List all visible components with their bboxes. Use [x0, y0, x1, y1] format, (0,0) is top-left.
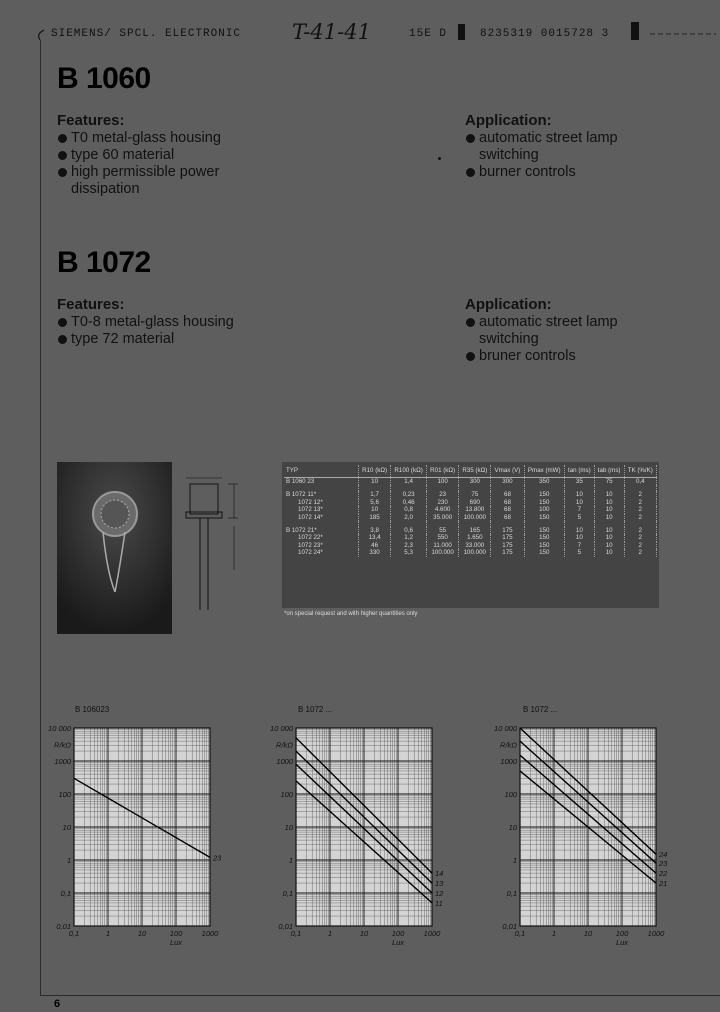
features-list-b1060 [55, 130, 221, 198]
table-row [284, 549, 657, 556]
y-tick-label: 1000 [276, 757, 293, 766]
feature-item: dissipation [71, 181, 140, 197]
header-code-1: 15E D [409, 28, 448, 40]
table-cell: 5 [564, 549, 594, 556]
application-list-b1060 [463, 130, 618, 181]
page-number: 6 [54, 998, 61, 1010]
table-header-cell: tab (ms) [594, 465, 624, 478]
table-row [284, 478, 657, 486]
table-cell: 5,3 [391, 549, 427, 556]
feature-item: type 60 material [55, 147, 221, 164]
table-cell: 150 [524, 499, 564, 506]
table-cell: 68 [491, 491, 524, 498]
spec-table [284, 465, 657, 557]
product-title-b1072: B 1072 [57, 246, 151, 279]
x-axis-label: Lux [615, 938, 629, 947]
table-header-cell: R100 (kΩ) [391, 465, 427, 478]
y-axis-label: R/kΩ [500, 740, 517, 750]
y-tick-label: 0,1 [506, 889, 517, 898]
application-heading-b1072: Application: [465, 296, 552, 313]
x-tick-label: 1 [551, 929, 557, 938]
feature-item: T0 metal-glass housing [55, 130, 221, 147]
table-cell: 1,7 [359, 491, 391, 498]
x-axis-label: Lux [391, 938, 405, 947]
y-tick-label: 1 [66, 856, 71, 865]
x-tick-label: 1 [105, 929, 111, 938]
table-cell: 10 [564, 499, 594, 506]
table-cell: 1072 12* [284, 499, 359, 506]
application-item: switching [479, 147, 539, 163]
x-tick-label: 1 [327, 929, 333, 938]
table-cell: 1,2 [391, 534, 427, 541]
table-cell: 10 [564, 527, 594, 534]
table-cell: 10 [359, 478, 391, 486]
y-tick-label: 10 [62, 823, 71, 832]
series-label: 11 [435, 898, 443, 908]
table-cell: B 1072 21* [284, 527, 359, 534]
x-tick-label: 100 [391, 929, 405, 938]
table-cell: B 1060 23 [284, 478, 359, 486]
table-cell: 150 [524, 542, 564, 549]
y-tick-label: 100 [280, 790, 293, 799]
table-cell: 1072 13* [284, 506, 359, 513]
table-cell: 0,46 [391, 499, 427, 506]
features-heading-b1060: Features: [57, 112, 125, 129]
table-cell: 4.600 [427, 506, 459, 513]
table-cell: 100.000 [459, 549, 491, 556]
table-cell: 10 [564, 534, 594, 541]
chart-b106023 [40, 718, 240, 958]
table-cell: 100 [427, 478, 459, 486]
table-cell: 10 [594, 527, 624, 534]
y-tick-label: 0,1 [60, 889, 71, 898]
table-cell: 185 [359, 514, 391, 521]
features-heading-b1072: Features: [57, 296, 125, 313]
application-item: automatic street lamp [463, 314, 618, 331]
table-cell: 100.000 [427, 549, 459, 556]
table-cell: 690 [459, 499, 491, 506]
x-tick-label: 100 [169, 929, 183, 938]
table-cell: 300 [491, 478, 524, 486]
table-cell: 10 [359, 506, 391, 513]
y-tick-label: 100 [58, 790, 71, 799]
y-tick-label: 0,01 [56, 922, 71, 931]
table-cell: 1072 22* [284, 534, 359, 541]
y-tick-label: 0,1 [282, 889, 293, 898]
table-cell: 7 [564, 506, 594, 513]
header-code-2: 8235319 0015728 3 [480, 28, 610, 40]
table-row [284, 534, 657, 541]
table-cell: 0,23 [391, 491, 427, 498]
table-row [284, 506, 657, 513]
table-cell: 55 [427, 527, 459, 534]
table-cell: 10 [594, 514, 624, 521]
series-label: 22 [659, 869, 668, 879]
y-tick-label: 10 [508, 823, 517, 832]
series-label: 13 [435, 879, 444, 889]
table-header-cell: TYP [284, 465, 359, 478]
chart-title-3: B 1072 ... [523, 705, 558, 714]
table-cell: 2 [624, 549, 656, 556]
table-cell: 150 [524, 549, 564, 556]
table-cell: 2 [624, 514, 656, 521]
y-tick-label: 0,01 [502, 922, 517, 931]
header-handwritten-note: T-41-41 [292, 20, 371, 44]
table-cell: 165 [459, 527, 491, 534]
series-label: 12 [435, 889, 444, 898]
speck [438, 157, 441, 160]
table-header-cell: R10 (kΩ) [359, 465, 391, 478]
application-item: switching [479, 331, 539, 347]
y-tick-label: 10 000 [494, 724, 517, 733]
y-tick-label: 1000 [54, 757, 71, 766]
table-cell: 75 [594, 478, 624, 486]
chart-title-1: B 106023 [75, 705, 110, 714]
y-tick-label: 10 000 [48, 724, 71, 733]
table-header-cell: TK (%/K) [624, 465, 656, 478]
table-row [284, 491, 657, 498]
y-axis-label: R/kΩ [276, 740, 293, 750]
y-tick-label: 0,01 [278, 922, 293, 931]
application-item: burner controls [463, 164, 618, 181]
table-cell: 2 [624, 499, 656, 506]
table-cell: 175 [491, 549, 524, 556]
table-cell: 68 [491, 499, 524, 506]
table-cell: 7 [564, 542, 594, 549]
x-tick-label: 10 [583, 929, 593, 938]
table-cell: 11.000 [427, 542, 459, 549]
header-company: SIEMENS/ SPCL. ELECTRONIC [51, 28, 242, 40]
table-cell: 10 [594, 534, 624, 541]
table-cell: 150 [524, 534, 564, 541]
table-row [284, 514, 657, 521]
table-cell: 5 [564, 514, 594, 521]
header-block-marker-2 [631, 22, 639, 40]
bottom-rule [40, 995, 720, 996]
product-title-b1060: B 1060 [57, 62, 151, 95]
table-header-cell: R01 (kΩ) [427, 465, 459, 478]
table-cell: 68 [491, 514, 524, 521]
table-cell: 13.800 [459, 506, 491, 513]
table-cell: 350 [524, 478, 564, 486]
y-axis-label: R/kΩ [54, 740, 71, 750]
dimension-drawing [182, 470, 252, 620]
table-cell: 2,0 [391, 514, 427, 521]
table-header-cell: Pmax (mW) [524, 465, 564, 478]
table-cell: 150 [524, 514, 564, 521]
application-item: bruner controls [463, 348, 618, 365]
table-cell: 1072 23* [284, 542, 359, 549]
table-cell: 10 [564, 491, 594, 498]
table-row [284, 499, 657, 506]
x-tick-label: 10 [137, 929, 147, 938]
table-cell: 33.000 [459, 542, 491, 549]
table-cell: 1,4 [391, 478, 427, 486]
table-cell: 230 [427, 499, 459, 506]
table-header-cell: Vmax (V) [491, 465, 524, 478]
table-cell: 175 [491, 534, 524, 541]
table-cell: 10 [594, 506, 624, 513]
table-header-cell: R35 (kΩ) [459, 465, 491, 478]
y-tick-label: 10 [284, 823, 293, 832]
table-row [284, 542, 657, 549]
table-cell: B 1072 11* [284, 491, 359, 498]
table-cell: 150 [524, 527, 564, 534]
chart-b1072-2x [486, 718, 686, 958]
table-cell: 175 [491, 542, 524, 549]
table-cell: 2 [624, 527, 656, 534]
table-cell: 2 [624, 542, 656, 549]
features-list-b1072 [55, 314, 234, 348]
y-tick-label: 1 [512, 856, 517, 865]
y-tick-label: 100 [504, 790, 517, 799]
table-cell: 35.000 [427, 514, 459, 521]
series-label: 23 [659, 859, 668, 869]
table-cell: 1072 24* [284, 549, 359, 556]
table-cell: 300 [459, 478, 491, 486]
table-cell: 0,4 [624, 478, 656, 486]
x-tick-label: 0,1 [514, 929, 526, 938]
table-cell: 5,6 [359, 499, 391, 506]
table-cell: 10 [594, 542, 624, 549]
table-cell: 100.000 [459, 514, 491, 521]
x-tick-label: 0,1 [290, 929, 302, 938]
y-tick-label: 1 [288, 856, 293, 865]
table-cell: 10 [594, 549, 624, 556]
x-tick-label: 1000 [201, 929, 219, 938]
x-tick-label: 1000 [423, 929, 441, 938]
component-photo [57, 462, 172, 634]
table-row [284, 527, 657, 534]
table-cell: 46 [359, 542, 391, 549]
table-cell: 2,3 [391, 542, 427, 549]
y-tick-label: 1000 [500, 757, 517, 766]
feature-item: high permissible power [55, 164, 221, 181]
table-cell: 75 [459, 491, 491, 498]
table-cell: 1.650 [459, 534, 491, 541]
application-list-b1072 [463, 314, 618, 365]
series-label: 24 [659, 850, 668, 860]
table-cell: 2 [624, 491, 656, 498]
table-cell: 35 [564, 478, 594, 486]
table-cell: 10 [594, 491, 624, 498]
x-tick-label: 100 [615, 929, 629, 938]
table-cell: 13,4 [359, 534, 391, 541]
application-heading-b1060: Application: [465, 112, 552, 129]
table-header-cell: tan (ms) [564, 465, 594, 478]
table-cell: 150 [524, 491, 564, 498]
table-cell: 100 [524, 506, 564, 513]
table-cell: 3,8 [359, 527, 391, 534]
table-cell: 0,6 [391, 527, 427, 534]
y-tick-label: 10 000 [270, 724, 293, 733]
application-item: automatic street lamp [463, 130, 618, 147]
table-cell: 0,8 [391, 506, 427, 513]
table-cell: 68 [491, 506, 524, 513]
chart-b1072-1x [262, 718, 462, 958]
table-cell: 10 [594, 499, 624, 506]
header-block-marker [458, 24, 465, 40]
table-footnote: *on special request and with higher quantities only [284, 611, 418, 617]
table-cell: 2 [624, 534, 656, 541]
series-label: 21 [659, 879, 668, 889]
feature-item: type 72 material [55, 331, 234, 348]
table-cell: 1072 14* [284, 514, 359, 521]
x-tick-label: 1000 [647, 929, 665, 938]
table-cell: 175 [491, 527, 524, 534]
series-label: 23 [213, 853, 222, 863]
table-cell: 23 [427, 491, 459, 498]
chart-title-2: B 1072 ... [298, 705, 333, 714]
table-cell: 550 [427, 534, 459, 541]
x-tick-label: 0,1 [68, 929, 80, 938]
feature-item: T0-8 metal-glass housing [55, 314, 234, 331]
x-axis-label: Lux [169, 938, 183, 947]
table-cell: 330 [359, 549, 391, 556]
series-label: 14 [435, 869, 444, 879]
table-cell: 2 [624, 506, 656, 513]
table-header-row [284, 465, 657, 478]
x-tick-label: 10 [359, 929, 369, 938]
